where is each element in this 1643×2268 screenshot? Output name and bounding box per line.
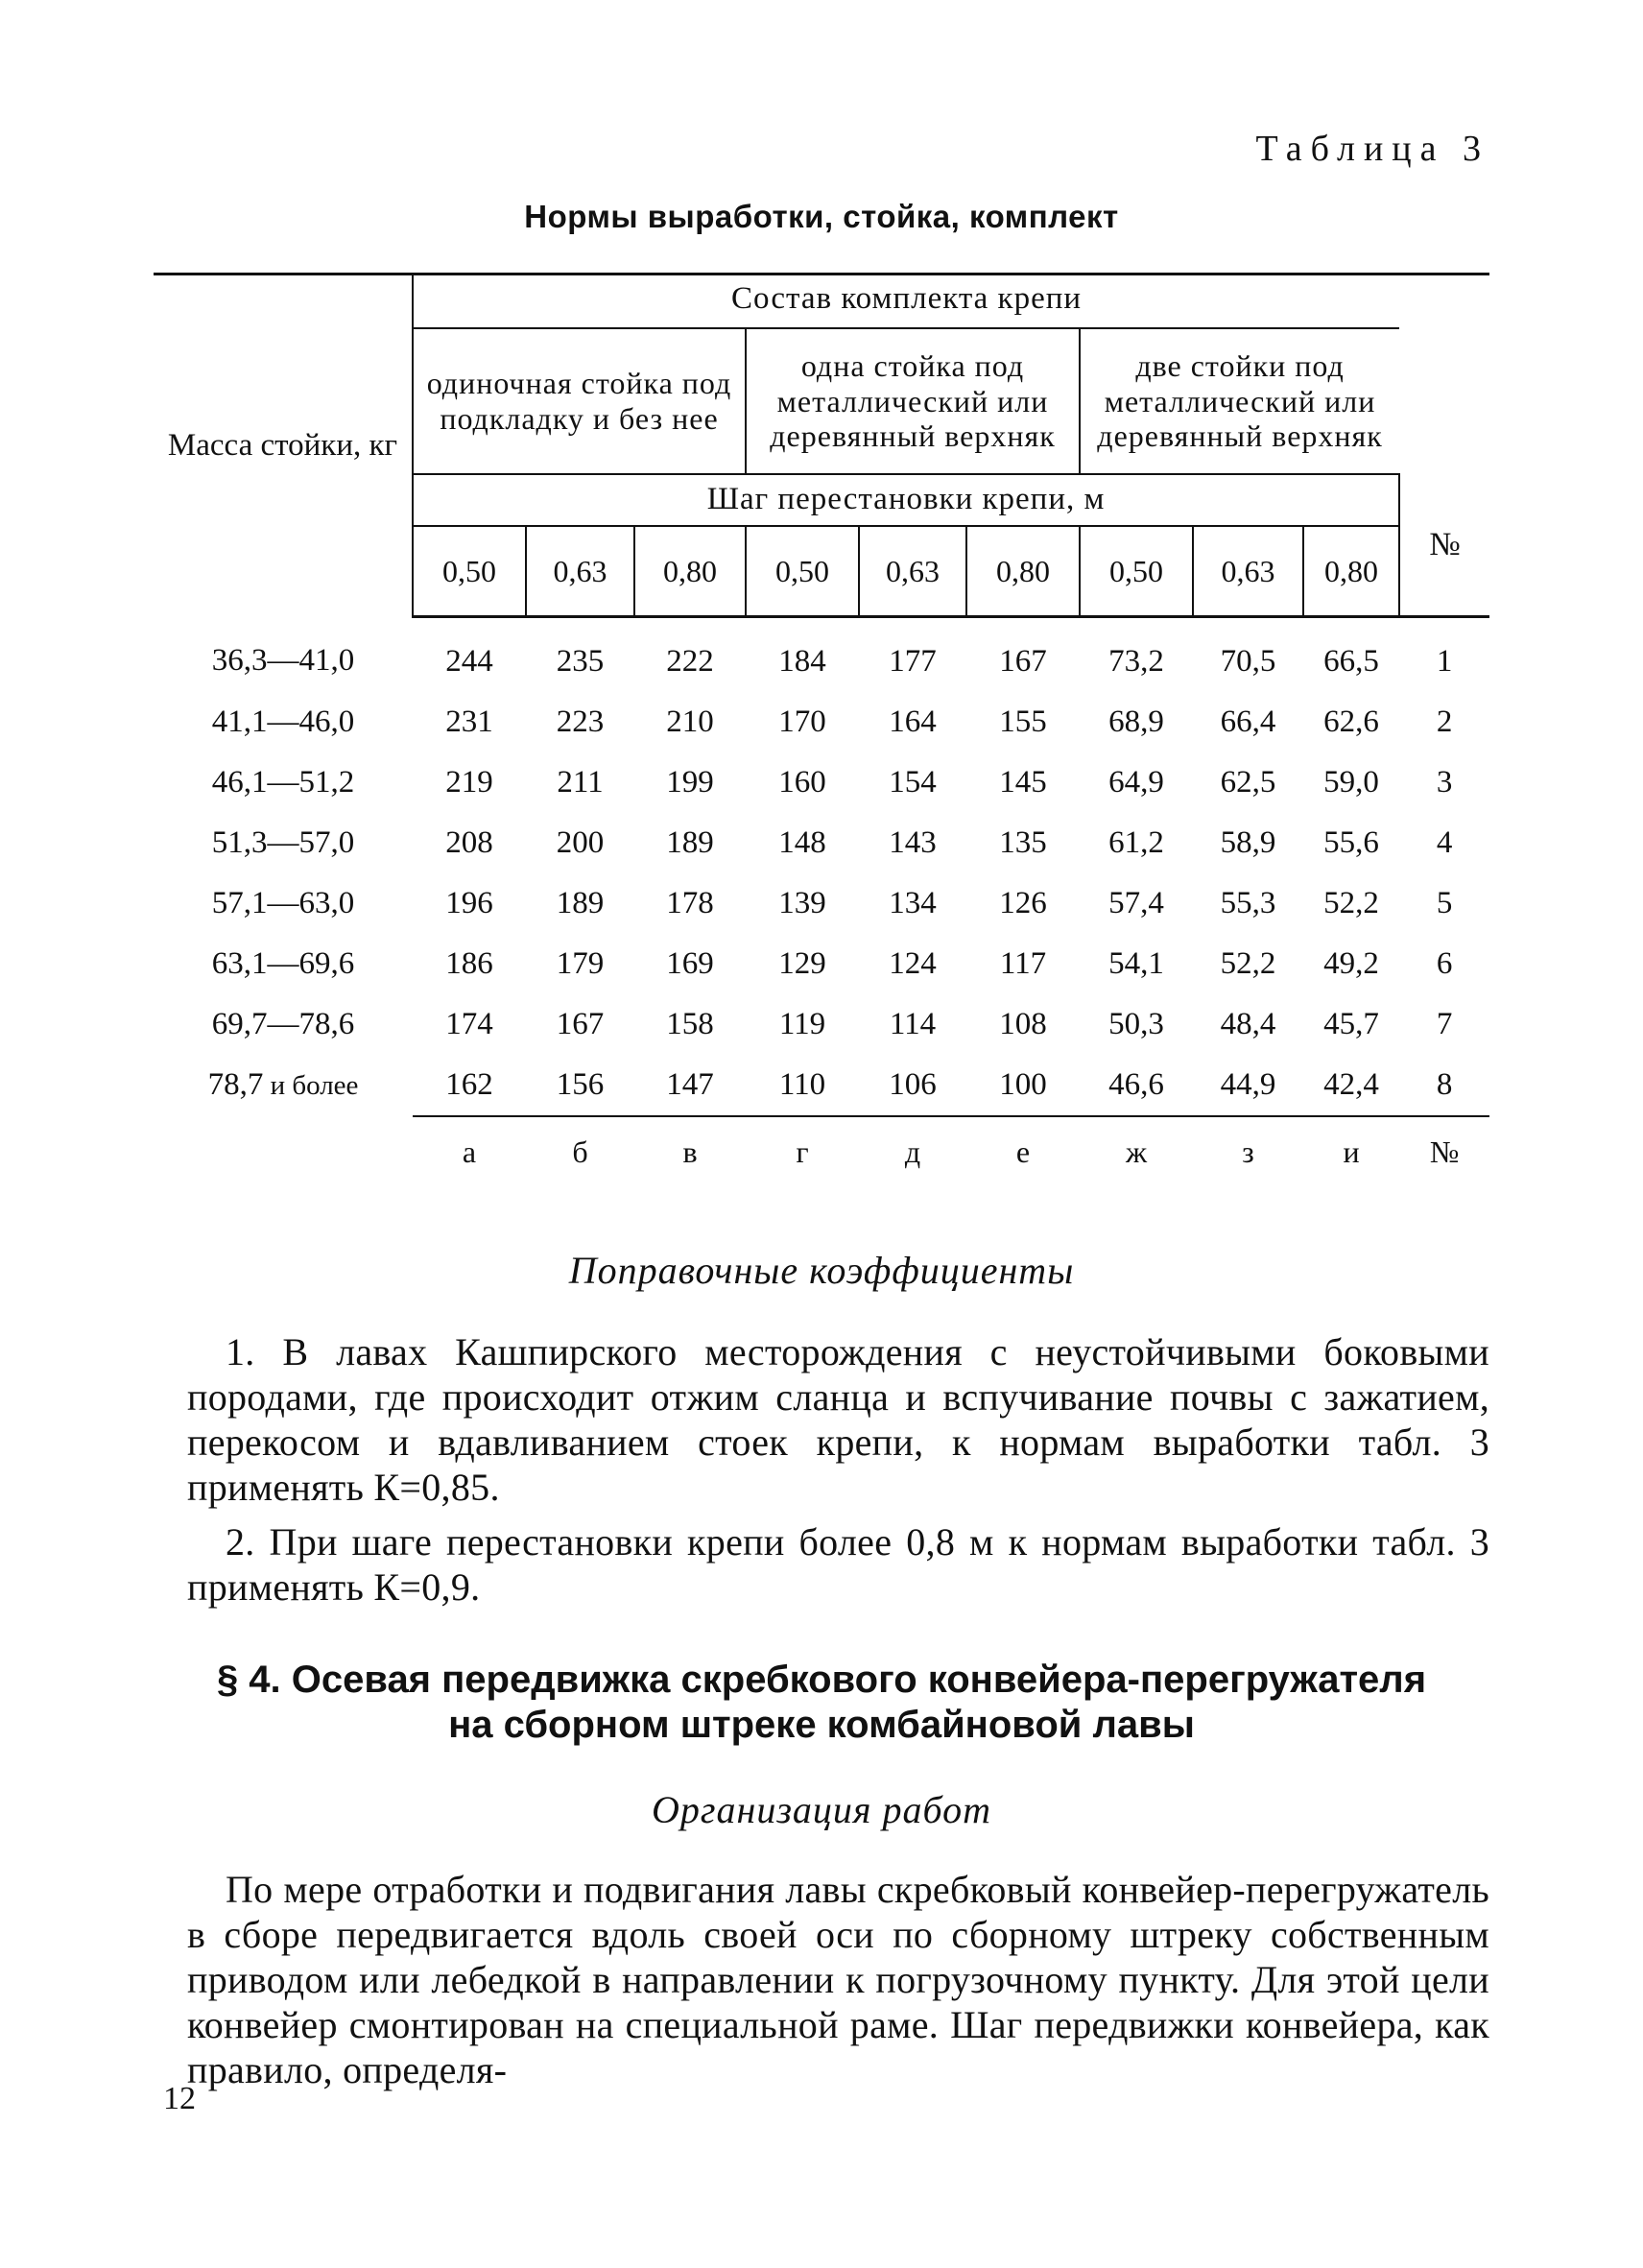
table-row [154, 813, 1489, 873]
section-title-line-2: на сборном штреке комбайновой лавы [448, 1704, 1195, 1746]
step-value: 0,50 [1080, 526, 1193, 617]
table-cell: 162 [445, 1066, 493, 1102]
organization-title: Организация работ [651, 1788, 991, 1831]
organization-paragraph: По мере отработки и подвигания лавы скребковый конвейер-перегружатель в сборе передвигается вдоль своей оси по сборному штреку собственным приводом или лебедкой в направлении к погрузочному пункту. Для этой цели конвейер смонтирован на специальной раме. Шаг передвижки конвейера, как правило, определя- [187, 1868, 1489, 2091]
table-cell: 186 [445, 945, 493, 981]
step-value: 0,63 [859, 526, 966, 617]
mass-range: 69,7—78,6 [211, 1006, 355, 1041]
table-cell: 117 [999, 945, 1047, 981]
table-cell: 58,9 [1220, 824, 1276, 860]
correction-paragraph-1: 1. В лавах Кашпирского месторождения с неустойчивыми боковыми породами, где происходит отжим сланца и вспучивание почвы с зажатием, перекосом и вдавливанием стоек крепи, к нормам выработки табл. 3 применять К=0,85. [187, 1330, 1489, 1509]
mass-range: 46,1—51,2 [211, 764, 355, 800]
table-cell: 222 [666, 643, 714, 679]
mass-range: 41,1—46,0 [211, 704, 355, 739]
row-number: 2 [1436, 704, 1453, 739]
table-cell: 110 [778, 1066, 826, 1102]
table-cell: 135 [999, 824, 1047, 860]
row-number: 1 [1436, 643, 1453, 679]
group-header: Состав комплекта крепи [413, 275, 1399, 329]
table-cell: 59,0 [1323, 764, 1379, 800]
step-value: 0,80 [1303, 526, 1399, 617]
step-value: 0,80 [634, 526, 746, 617]
table-cell: 235 [556, 643, 605, 679]
table-cell: 223 [556, 704, 605, 739]
table-cell: 126 [999, 885, 1047, 920]
table-cell: 170 [778, 704, 826, 739]
table-cell: 154 [889, 764, 937, 800]
table-cell: 52,2 [1323, 885, 1379, 920]
column-letter: б [526, 1116, 634, 1186]
column-letter: и [1303, 1116, 1399, 1186]
step-value: 0,63 [526, 526, 634, 617]
table-cell: 177 [889, 643, 937, 679]
table-cell: 129 [778, 945, 826, 981]
mass-range: 63,1—69,6 [211, 945, 355, 981]
section-title-line-1: § 4. Осевая передвижка скребкового конвейера-перегружателя [216, 1659, 1427, 1701]
row-number: 4 [1436, 824, 1453, 860]
table-cell: 50,3 [1108, 1006, 1164, 1041]
table-cell: 174 [445, 1006, 493, 1041]
table-cell: 208 [445, 824, 493, 860]
table-cell: 169 [666, 945, 714, 981]
table-cell: 124 [889, 945, 937, 981]
sub-header-one-post: одна стойка под металлический или деревянный верхняк [746, 328, 1080, 474]
table-cell: 160 [778, 764, 826, 800]
section-title [0, 1658, 1643, 1748]
table-cell: 52,2 [1220, 945, 1276, 981]
page-number: 12 [163, 2081, 196, 2116]
table-cell: 55,6 [1323, 824, 1379, 860]
table-cell: 114 [889, 1006, 937, 1041]
table-row [154, 617, 1489, 693]
table-cell: 148 [778, 824, 826, 860]
column-letter: в [634, 1116, 746, 1186]
table-cell: 62,6 [1323, 704, 1379, 739]
table-cell: 211 [557, 764, 604, 800]
table-cell: 189 [556, 885, 605, 920]
footer-num: № [1399, 1116, 1489, 1186]
table-cell: 231 [445, 704, 493, 739]
table-row [154, 994, 1489, 1055]
table-cell: 200 [556, 824, 605, 860]
table-cell: 100 [999, 1066, 1047, 1102]
table-cell: 68,9 [1108, 704, 1164, 739]
table-cell: 199 [666, 764, 714, 800]
table-cell: 55,3 [1220, 885, 1276, 920]
table-cell: 244 [445, 643, 493, 679]
table-cell: 64,9 [1108, 764, 1164, 800]
row-number: 8 [1436, 1066, 1453, 1102]
row-number: 5 [1436, 885, 1453, 920]
table-cell: 45,7 [1323, 1006, 1379, 1041]
sub-header-two-posts: две стойки под металлический или деревянный верхняк [1080, 328, 1399, 474]
step-header: Шаг перестановки крепи, м [413, 474, 1399, 526]
step-value: 0,50 [746, 526, 859, 617]
table-row [154, 692, 1489, 752]
table-cell: 184 [778, 643, 826, 679]
table-cell: 57,4 [1108, 885, 1164, 920]
column-letter-row [154, 1116, 1489, 1186]
table-cell: 164 [889, 704, 937, 739]
table-cell: 44,9 [1220, 1066, 1276, 1102]
table-cell: 108 [999, 1006, 1047, 1041]
num-header: № [1399, 474, 1489, 617]
table-cell: 54,1 [1108, 945, 1164, 981]
table-cell: 48,4 [1220, 1006, 1276, 1041]
table-cell: 143 [889, 824, 937, 860]
column-letter: а [413, 1116, 526, 1186]
table-row [154, 752, 1489, 813]
table-cell: 179 [556, 945, 605, 981]
table-cell: 139 [778, 885, 826, 920]
table-row [154, 873, 1489, 934]
table-cell: 147 [666, 1066, 714, 1102]
table-cell: 42,4 [1323, 1066, 1379, 1102]
norms-table [154, 273, 1489, 1186]
table-cell: 134 [889, 885, 937, 920]
column-letter: з [1193, 1116, 1303, 1186]
table-row [154, 1055, 1489, 1116]
mass-range: 36,3—41,0 [211, 642, 355, 678]
num-header-top [1399, 275, 1489, 475]
table-cell: 167 [999, 643, 1047, 679]
table-row [154, 934, 1489, 994]
table-cell: 106 [889, 1066, 937, 1102]
table-cell: 145 [999, 764, 1047, 800]
column-letter: д [859, 1116, 966, 1186]
step-value: 0,50 [413, 526, 526, 617]
column-letter: е [966, 1116, 1080, 1186]
table-cell: 73,2 [1108, 643, 1164, 679]
table-cell: 158 [666, 1006, 714, 1041]
empty-cell [154, 1116, 413, 1186]
column-letter: г [746, 1116, 859, 1186]
column-letter: ж [1080, 1116, 1193, 1186]
table-cell: 196 [445, 885, 493, 920]
corrections-title: Поправочные коэффициенты [568, 1249, 1075, 1292]
mass-range: 78,7 и более [207, 1067, 359, 1103]
table-cell: 156 [556, 1066, 605, 1102]
table-cell: 62,5 [1220, 764, 1276, 800]
table-cell: 155 [999, 704, 1047, 739]
table-cell: 66,4 [1220, 704, 1276, 739]
table-cell: 210 [666, 704, 714, 739]
sub-header-single: одиночная стойка под подкладку и без нее [426, 366, 732, 436]
row-number: 7 [1436, 1006, 1453, 1041]
mass-header: Масса стойки, кг [154, 275, 413, 617]
table-cell: 49,2 [1323, 945, 1379, 981]
correction-paragraph-2: 2. При шаге перестановки крепи более 0,8 м к нормам выработки табл. 3 применять К=0,9. [187, 1520, 1489, 1609]
table-cell: 167 [556, 1006, 605, 1041]
table-cell: 46,6 [1108, 1066, 1164, 1102]
row-number: 3 [1436, 764, 1453, 800]
mass-range: 57,1—63,0 [211, 885, 355, 920]
table-cell: 189 [666, 824, 714, 860]
mass-range: 51,3—57,0 [211, 824, 355, 860]
table-label: Таблица 3 [1255, 129, 1489, 169]
table-cell: 119 [778, 1006, 826, 1041]
step-value: 0,80 [966, 526, 1080, 617]
row-number: 6 [1436, 945, 1453, 981]
table-cell: 219 [445, 764, 493, 800]
table-cell: 66,5 [1323, 643, 1379, 679]
table-caption: Нормы выработки, стойка, комплект [524, 199, 1119, 234]
step-value: 0,63 [1193, 526, 1303, 617]
table-cell: 70,5 [1220, 643, 1276, 679]
table-cell: 61,2 [1108, 824, 1164, 860]
table-cell: 178 [666, 885, 714, 920]
